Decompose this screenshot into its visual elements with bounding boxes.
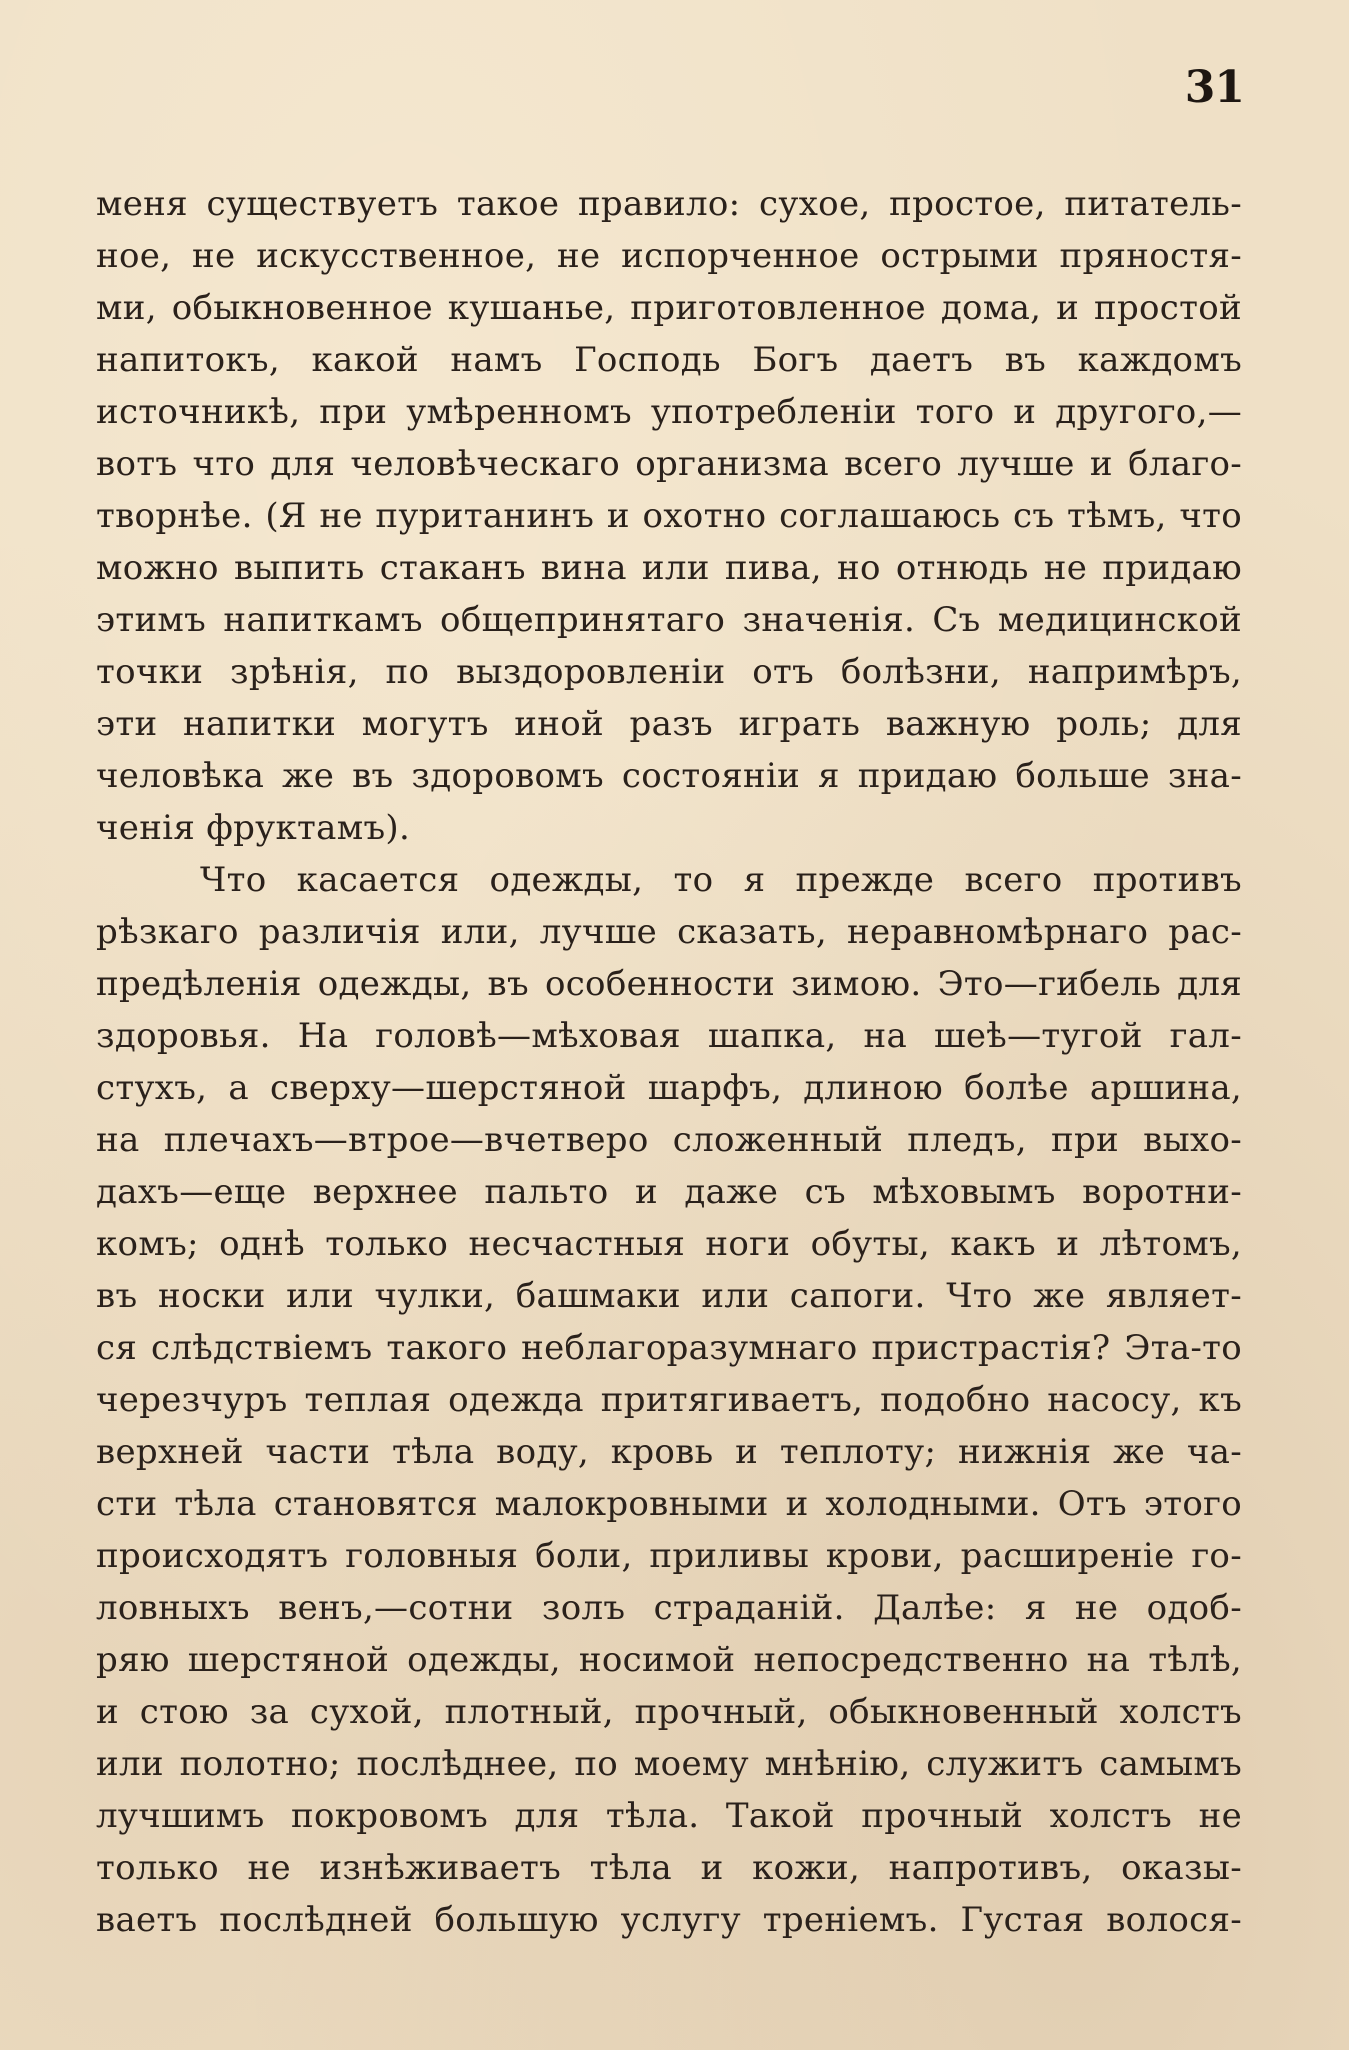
- text-line: комъ; однѣ только несчастныя ноги обуты, какъ и лѣтомъ,: [96, 1224, 1242, 1264]
- text-line: можно выпить стаканъ вина или пива, но отнюдь не придаю: [96, 548, 1242, 588]
- text-line: вотъ что для человѣческаго организма всего лучше и благо-: [96, 444, 1242, 484]
- text-line: ряю шерстяной одежды, носимой непосредственно на тѣлѣ,: [96, 1640, 1242, 1680]
- paragraph-end-line: ченія фруктамъ).: [96, 808, 411, 848]
- text-line: сти тѣла становятся малокровными и холодными. Отъ этого: [96, 1484, 1242, 1524]
- text-line: или полотно; послѣднее, по моему мнѣнію, служитъ самымъ: [96, 1744, 1242, 1784]
- text-line: напитокъ, какой намъ Господь Богъ даетъ въ каждомъ: [96, 340, 1242, 380]
- text-line: эти напитки могутъ иной разъ играть важную роль; для: [96, 704, 1242, 744]
- text-line: дахъ—еще верхнее пальто и даже съ мѣховымъ воротни-: [96, 1172, 1242, 1212]
- text-line: ное, не искусственное, не испорченное острыми пряностя-: [96, 236, 1242, 276]
- text-line: происходятъ головныя боли, приливы крови, расширеніе го-: [96, 1536, 1242, 1576]
- text-line: предѣленія одежды, въ особенности зимою. Это—гибель для: [96, 964, 1242, 1004]
- text-line: ся слѣдствіемъ такого неблагоразумнаго пристрастія? Эта-то: [96, 1328, 1242, 1368]
- text-line: ми, обыкновенное кушанье, приготовленное дома, и простой: [96, 288, 1242, 328]
- text-line: только не изнѣживаетъ тѣла и кожи, напротивъ, оказы-: [96, 1848, 1242, 1888]
- text-line: и стою за сухой, плотный, прочный, обыкновенный холстъ: [96, 1692, 1242, 1732]
- text-line: на плечахъ—втрое—вчетверо сложенный пледъ, при выхо-: [96, 1120, 1242, 1160]
- text-line: ваетъ послѣдней большую услугу треніемъ. Густая волося-: [96, 1900, 1242, 1940]
- text-line: точки зрѣнія, по выздоровленіи отъ болѣзни, напримѣръ,: [96, 652, 1242, 692]
- page-number: 31: [1184, 62, 1244, 113]
- text-line: человѣка же въ здоровомъ состояніи я придаю больше зна-: [96, 756, 1242, 796]
- text-line: въ носки или чулки, башмаки или сапоги. Что же являет-: [96, 1276, 1242, 1316]
- text-line: стухъ, а сверху—шерстяной шарфъ, длиною болѣе аршина,: [96, 1068, 1242, 1108]
- paragraph-start-line: Что касается одежды, то я прежде всего противъ: [200, 860, 1242, 900]
- text-line: верхней части тѣла воду, кровь и теплоту; нижнія же ча-: [96, 1432, 1242, 1472]
- text-line: творнѣе. (Я не пуританинъ и охотно соглашаюсь съ тѣмъ, что: [96, 496, 1242, 536]
- text-line: здоровья. На головѣ—мѣховая шапка, на шеѣ—тугой гал-: [96, 1016, 1242, 1056]
- text-line: лучшимъ покровомъ для тѣла. Такой прочный холстъ не: [96, 1796, 1242, 1836]
- text-line: меня существуетъ такое правило: сухое, простое, питатель-: [96, 184, 1242, 224]
- text-line: ловныхъ венъ,—сотни золъ страданій. Далѣе: я не одоб-: [96, 1588, 1242, 1628]
- text-line: черезчуръ теплая одежда притягиваетъ, подобно насосу, къ: [96, 1380, 1242, 1420]
- text-line: источникѣ, при умѣренномъ употребленіи того и другого,—: [96, 392, 1242, 432]
- body-text: [96, 178, 1242, 1946]
- text-line: рѣзкаго различія или, лучше сказать, неравномѣрнаго рас-: [96, 912, 1242, 952]
- text-line: этимъ напиткамъ общепринятаго значенія. Съ медицинской: [96, 600, 1242, 640]
